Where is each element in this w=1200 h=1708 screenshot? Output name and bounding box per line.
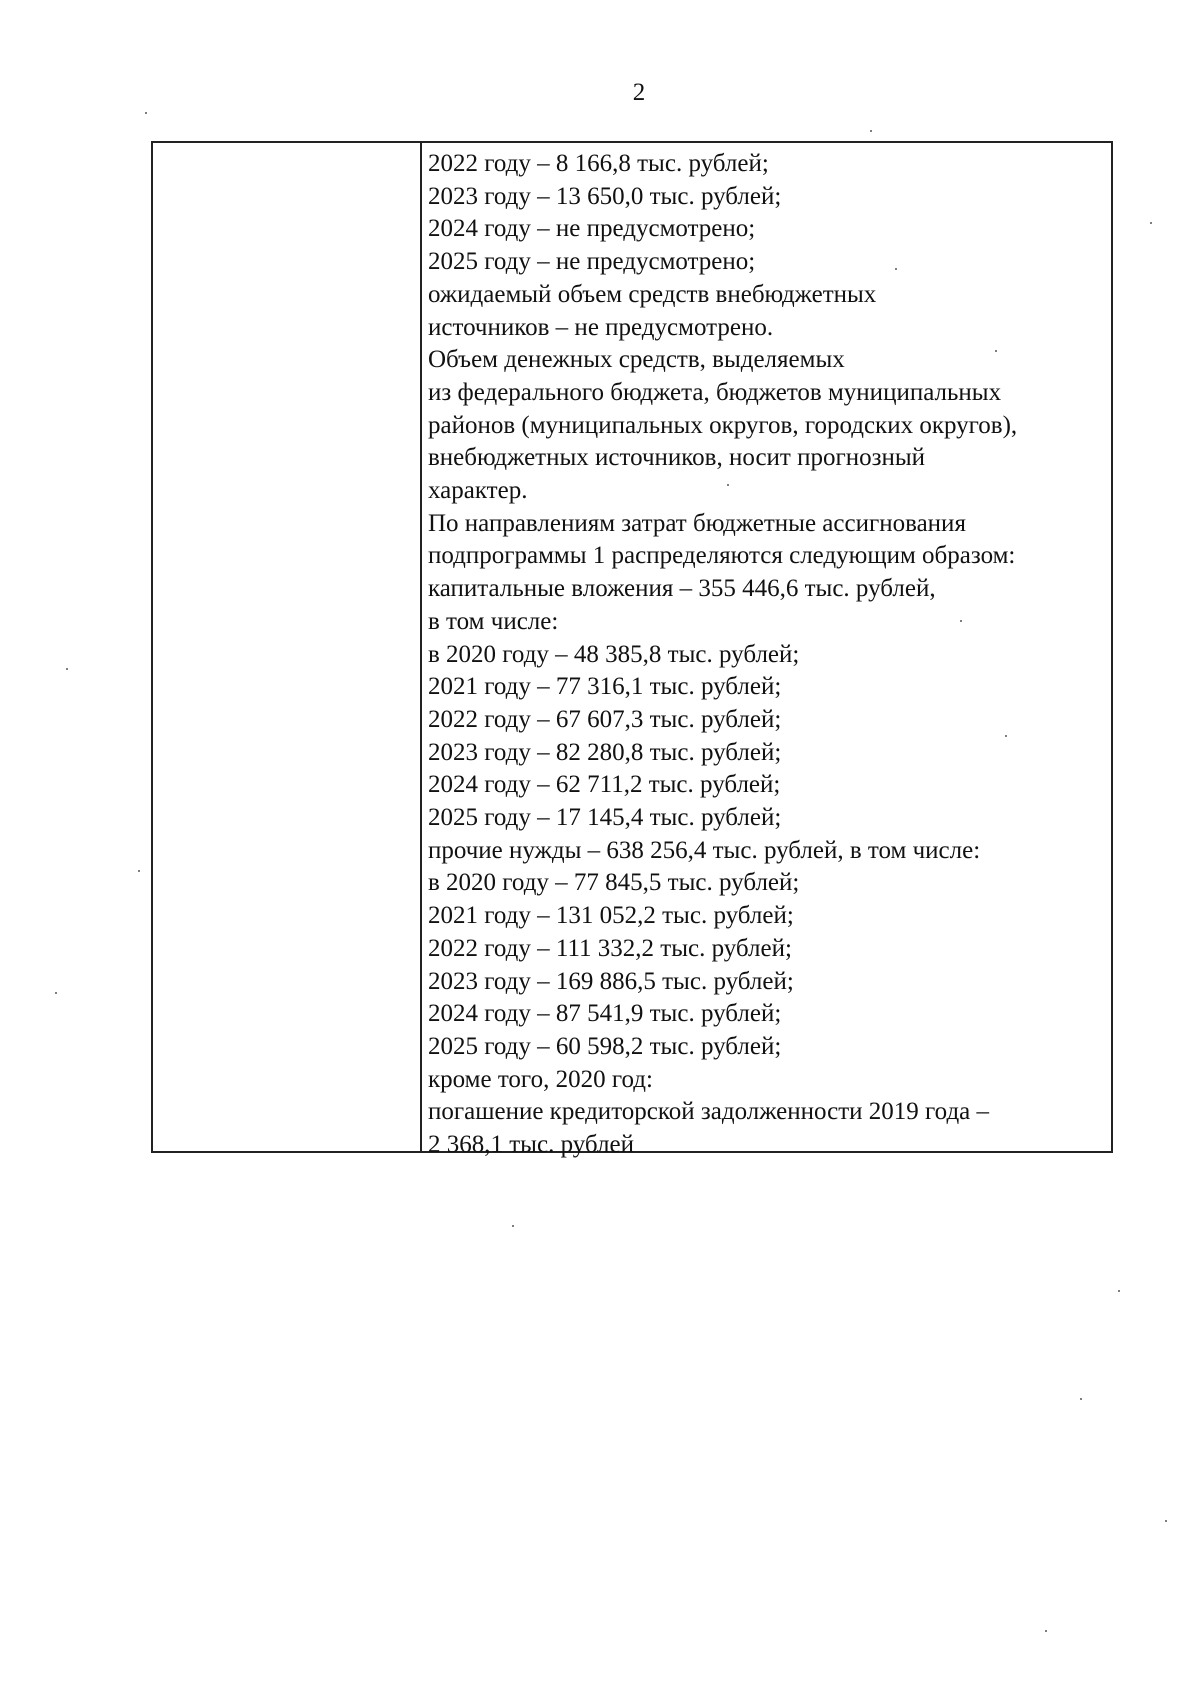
text-line: районов (муниципальных округов, городских округов),	[428, 411, 1018, 439]
scan-speck	[1165, 1520, 1167, 1522]
text-line: 2022 году – 8 166,8 тыс. рублей;	[428, 150, 769, 177]
page-number: 2	[632, 79, 646, 106]
text-line: 2 368,1 тыс. рублей	[428, 1131, 634, 1159]
text-line: 2021 году – 77 316,1 тыс. рублей;	[428, 673, 782, 701]
scan-speck	[1080, 1398, 1082, 1400]
text-line: Объем денежных средств, выделяемых	[428, 346, 845, 374]
text-line: 2024 году – 62 711,2 тыс. рублей;	[428, 771, 781, 799]
text-line: капитальные вложения – 355 446,6 тыс. рублей,	[428, 575, 936, 603]
text-line: ожидаемый объем средств внебюджетных	[428, 280, 877, 308]
scan-speck	[895, 268, 897, 270]
scan-speck	[727, 484, 729, 486]
scan-speck	[870, 130, 872, 132]
text-line: 2021 году – 131 052,2 тыс. рублей;	[428, 902, 794, 930]
text-line: в 2020 году – 77 845,5 тыс. рублей;	[428, 869, 800, 897]
scan-speck	[960, 620, 962, 622]
text-line: 2025 году – 17 145,4 тыс. рублей;	[428, 804, 782, 832]
text-line: 2025 году – 60 598,2 тыс. рублей;	[428, 1032, 782, 1060]
scan-speck	[55, 992, 57, 994]
text-line: подпрограммы 1 распределяются следующим образом:	[428, 542, 1016, 570]
scan-speck	[66, 668, 68, 670]
text-line: 2023 году – 13 650,0 тыс. рублей;	[428, 182, 782, 210]
text-line: в том числе:	[428, 607, 559, 635]
scan-speck	[145, 112, 147, 114]
text-line: прочие нужды – 638 256,4 тыс. рублей, в том числе:	[428, 836, 981, 864]
text-line: 2022 году – 111 332,2 тыс. рублей;	[428, 934, 792, 962]
scan-speck	[138, 870, 140, 872]
text-line: погашение кредиторской задолженности 2019 года –	[428, 1098, 990, 1126]
text-line: внебюджетных источников, носит прогнозный	[428, 444, 926, 472]
text-line: источников – не предусмотрено.	[428, 313, 774, 341]
text-line: 2022 году – 67 607,3 тыс. рублей;	[428, 705, 782, 733]
scan-speck	[1118, 1290, 1120, 1292]
text-line: в 2020 году – 48 385,8 тыс. рублей;	[428, 640, 800, 668]
scan-speck	[995, 350, 997, 352]
program-funding-table	[151, 141, 1113, 1159]
text-line: 2023 году – 169 886,5 тыс. рублей;	[428, 967, 794, 995]
text-line: характер.	[428, 477, 528, 505]
table-right-cell	[422, 143, 1111, 1159]
text-line: По направлениям затрат бюджетные ассигнования	[428, 509, 966, 537]
scan-speck	[1005, 735, 1007, 737]
scan-speck	[1150, 222, 1152, 224]
table-left-cell	[153, 143, 422, 1151]
scan-speck	[1045, 1630, 1047, 1632]
text-line: кроме того, 2020 год:	[428, 1065, 653, 1093]
scan-speck	[512, 1225, 514, 1227]
text-line: 2025 году – не предусмотрено;	[428, 248, 756, 276]
text-line: 2024 году – не предусмотрено;	[428, 215, 756, 243]
text-line: из федерального бюджета, бюджетов муниципальных	[428, 378, 1002, 406]
text-line: 2024 году – 87 541,9 тыс. рублей;	[428, 1000, 782, 1028]
text-line: 2023 году – 82 280,8 тыс. рублей;	[428, 738, 782, 766]
